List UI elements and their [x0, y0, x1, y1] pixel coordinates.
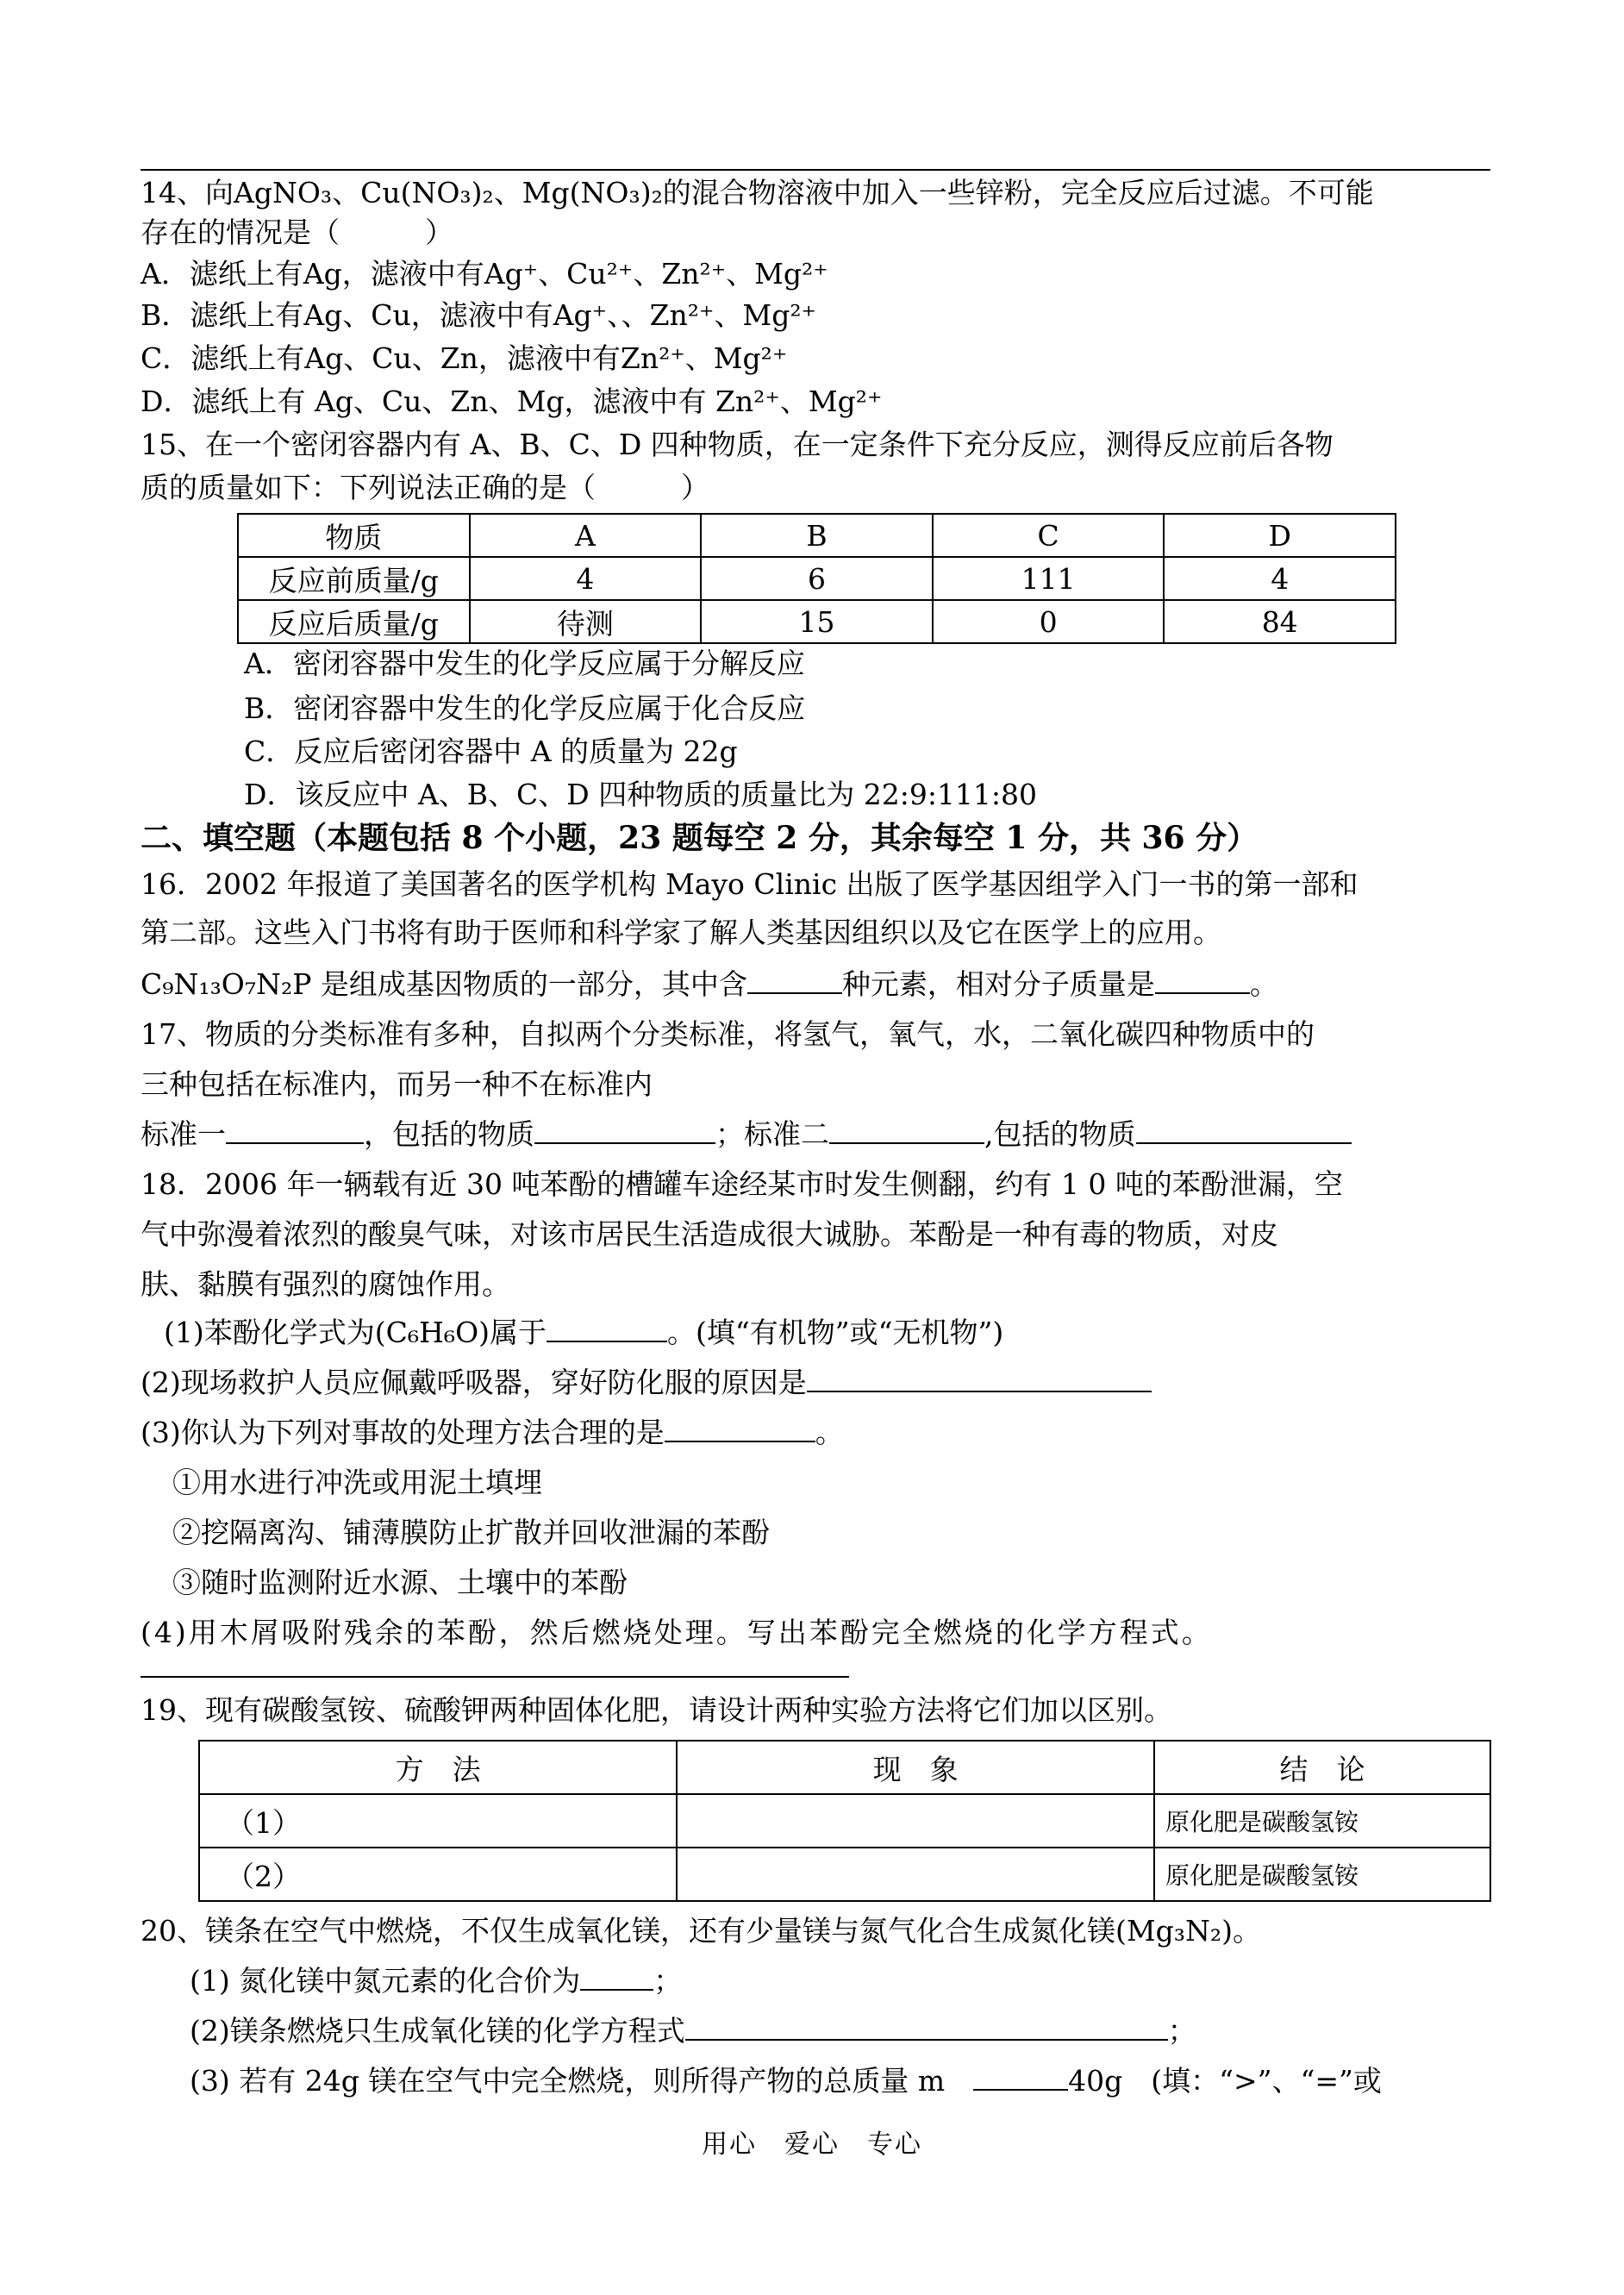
table-row [238, 600, 1396, 643]
answer-blank[interactable] [685, 2013, 1168, 2041]
q20-text: ； [653, 1964, 683, 1998]
q19-stem: 19、现有碳酸氢铵、硫酸钾两种固体化肥，请设计两种实验方法将它们加以区别。 [141, 1693, 1172, 1727]
q18-text: 。 [815, 1416, 844, 1449]
q14-option-c: C．滤纸上有Ag、Cu、Zn，滤液中有Zn²⁺、Mg²⁺ [141, 341, 788, 375]
q17-text: 标准一 [141, 1117, 226, 1151]
q20-text: ； [1167, 2014, 1196, 2048]
table-header-cell: 现 象 [677, 1741, 1154, 1794]
q16-line2: 第二部。这些入门书将有助于医师和科学家了解人类基因组织以及它在医学上的应用。 [141, 916, 1221, 949]
q18-part4: (4)用木屑吸附残余的苯酚，然后燃烧处理。写出苯酚完全燃烧的化学方程式。 [141, 1616, 1213, 1649]
q18-option-3: ③随时监测附近水源、土壤中的苯酚 [172, 1566, 628, 1599]
table-row [199, 1848, 1490, 1901]
table-cell: 84 [1164, 600, 1396, 643]
table-cell[interactable]: （1） [199, 1794, 677, 1848]
answer-blank[interactable] [807, 1365, 1152, 1392]
table-row [238, 557, 1396, 600]
table-cell[interactable] [677, 1794, 1154, 1848]
answer-blank[interactable] [665, 1415, 815, 1442]
q14-stem-line2: 存在的情况是（ ） [141, 216, 453, 249]
q16-text-c: 。 [1249, 967, 1278, 1001]
q20-text: (1) 氮化镁中氮元素的化合价为 [190, 1964, 581, 1998]
table-cell[interactable] [677, 1848, 1154, 1901]
table-cell: 4 [1164, 557, 1396, 600]
q15-stem-line2: 质的质量如下：下列说法正确的是（ ） [141, 471, 709, 504]
q17-text: ,包括的物质 [984, 1117, 1136, 1151]
q20-text: (2)镁条燃烧只生成氧化镁的化学方程式 [190, 2014, 685, 2048]
table-cell: 111 [933, 557, 1165, 600]
q19-method-table [198, 1740, 1491, 1902]
q20-stem: 20、镁条在空气中燃烧，不仅生成氧化镁，还有少量镁与氮气化合生成氮化镁(Mg₃N₂)。 [141, 1914, 1261, 1948]
answer-blank[interactable] [226, 1116, 364, 1144]
q17-text: ，包括的物质 [364, 1117, 534, 1151]
table-cell: 原化肥是碳酸氢铵 [1154, 1794, 1490, 1848]
answer-blank[interactable] [973, 2063, 1068, 2091]
q18-text: (3)你认为下列对事故的处理方法合理的是 [141, 1416, 665, 1449]
q18-line3: 肤、黏膜有强烈的腐蚀作用。 [141, 1267, 510, 1301]
table-cell: D [1164, 514, 1396, 557]
table-row [238, 514, 1396, 557]
q20-text: (3) 若有 24g 镁在空气中完全燃烧，则所得产物的总质量 m [190, 2064, 946, 2098]
answer-blank[interactable] [534, 1116, 715, 1144]
header-rule [141, 169, 1490, 171]
table-header-cell: 结 论 [1154, 1741, 1490, 1794]
q15-option-c: C．反应后密闭容器中 A 的质量为 22g [244, 735, 738, 768]
page-footer: 用心 爱心 专心 [702, 2129, 922, 2160]
q15-stem-line1: 15、在一个密闭容器内有 A、B、C、D 四种物质，在一定条件下充分反应，测得反应前后各物 [141, 428, 1334, 461]
table-cell: 4 [470, 557, 702, 600]
q18-line1: 18．2006 年一辆载有近 30 吨苯酚的槽罐车途经某市时发生侧翻，约有 1 0 吨的苯酚泄漏，空 [141, 1167, 1343, 1201]
q16-line3 [141, 966, 1278, 1004]
table-cell: 6 [701, 557, 933, 600]
answer-blank[interactable] [829, 1116, 984, 1144]
q17-standards-line [141, 1116, 1352, 1154]
answer-line[interactable] [141, 1676, 849, 1678]
q20-part2 [190, 2012, 1196, 2050]
q15-mass-table [237, 513, 1396, 644]
answer-blank[interactable] [747, 966, 842, 994]
table-cell: C [933, 514, 1165, 557]
table-cell: 15 [701, 600, 933, 643]
q14-option-a: A．滤纸上有Ag，滤液中有Ag⁺、Cu²⁺、Zn²⁺、Mg²⁺ [141, 257, 828, 291]
q20-text: 40g (填：“>”、“=”或 [1068, 2064, 1382, 2098]
q15-option-b: B．密闭容器中发生的化学反应属于化合反应 [244, 691, 806, 725]
answer-blank[interactable] [547, 1315, 667, 1342]
q20-part1 [190, 1962, 682, 2000]
q16-text-b: 种元素，相对分子质量是 [841, 967, 1155, 1001]
q17-text: ；标准二 [715, 1117, 829, 1151]
table-cell: 0 [933, 600, 1165, 643]
answer-blank[interactable] [580, 1963, 653, 1991]
q18-option-1: ①用水进行冲洗或用泥土填埋 [172, 1466, 542, 1499]
q18-part1 [164, 1314, 1003, 1352]
table-cell[interactable]: （2） [199, 1848, 677, 1901]
table-row [199, 1794, 1490, 1848]
q17-line2: 三种包括在标准内，而另一种不在标准内 [141, 1067, 653, 1101]
q16-text-a: C₉N₁₃O₇N₂P 是组成基因物质的一部分，其中含 [141, 967, 747, 1001]
q14-stem-line1: 14、向AgNO₃、Cu(NO₃)₂、Mg(NO₃)₂的混合物溶液中加入一些锌粉，完全反应后过滤。不可能 [141, 176, 1374, 209]
section-heading: 二、填空题（本题包括 8 个小题，23 题每空 2 分，其余每空 1 分，共 36 分） [141, 820, 1259, 856]
q14-option-d: D．滤纸上有 Ag、Cu、Zn、Mg，滤液中有 Zn²⁺、Mg²⁺ [141, 385, 883, 418]
table-cell: 反应前质量/g [238, 557, 470, 600]
table-cell: 反应后质量/g [238, 600, 470, 643]
q18-part2 [141, 1364, 1152, 1402]
answer-blank[interactable] [1155, 966, 1250, 994]
q18-part3 [141, 1414, 844, 1452]
q18-text: 。(填“有机物”或“无机物”) [667, 1316, 1004, 1349]
table-cell: 待测 [470, 600, 702, 643]
q18-text: (1)苯酚化学式为(C₆H₆O)属于 [164, 1316, 547, 1349]
table-cell: A [470, 514, 702, 557]
q18-option-2: ②挖隔离沟、铺薄膜防止扩散并回收泄漏的苯酚 [172, 1516, 770, 1549]
table-cell: 原化肥是碳酸氢铵 [1154, 1848, 1490, 1901]
q15-option-d: D．该反应中 A、B、C、D 四种物质的质量比为 22:9:111:80 [244, 778, 1038, 811]
table-row [199, 1741, 1490, 1794]
answer-blank[interactable] [1136, 1116, 1352, 1144]
q16-line1: 16．2002 年报道了美国著名的医学机构 Mayo Clinic 出版了医学基因组学入门一书的第一部和 [141, 867, 1359, 901]
table-cell: 物质 [238, 514, 470, 557]
q18-line2: 气中弥漫着浓烈的酸臭气味，对该市居民生活造成很大诚胁。苯酚是一种有毒的物质，对皮 [141, 1217, 1278, 1251]
q20-part3 [190, 2062, 1382, 2100]
q18-text: (2)现场救护人员应佩戴呼吸器，穿好防化服的原因是 [141, 1366, 807, 1399]
table-cell: B [701, 514, 933, 557]
table-header-cell: 方 法 [199, 1741, 677, 1794]
q15-option-a: A．密闭容器中发生的化学反应属于分解反应 [244, 647, 805, 680]
q17-line1: 17、物质的分类标准有多种，自拟两个分类标准，将氢气，氧气，水，二氧化碳四种物质中的 [141, 1017, 1315, 1051]
q14-option-b: B．滤纸上有Ag、Cu，滤液中有Ag⁺、、Zn²⁺、Mg²⁺ [141, 298, 816, 332]
